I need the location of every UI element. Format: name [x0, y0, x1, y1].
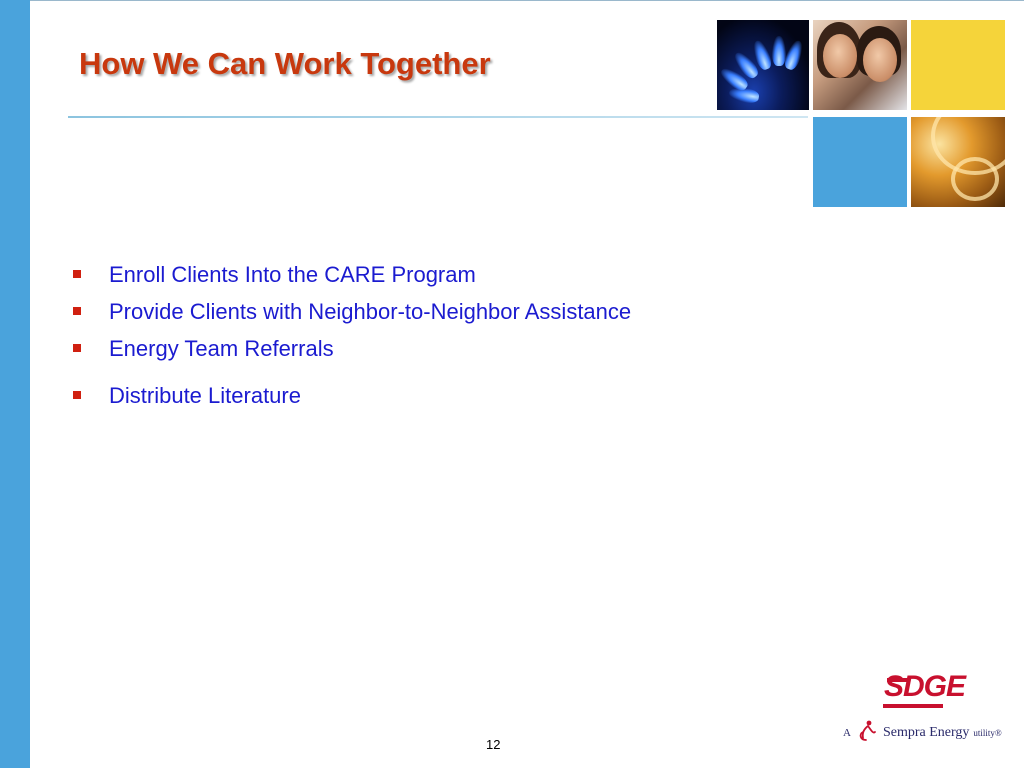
title-underline	[68, 116, 808, 118]
bullet-item	[70, 383, 830, 409]
sempra-company-name: Sempra Energy	[882, 725, 970, 740]
bullet-square-icon	[73, 391, 81, 399]
left-accent-bar	[0, 0, 30, 768]
gas-flame-photo	[717, 20, 809, 110]
bullet-text: Energy Team Referrals	[109, 336, 334, 361]
top-border-line	[30, 0, 1024, 1]
bullet-square-icon	[73, 270, 81, 278]
page-number: 12	[486, 737, 501, 752]
bullet-text: Enroll Clients Into the CARE Program	[109, 262, 476, 287]
sdge-wordmark: SDGE	[884, 670, 966, 703]
bullet-item	[70, 262, 830, 288]
yellow-square	[911, 20, 1005, 110]
bullet-square-icon	[73, 307, 81, 315]
sempra-prefix: A	[843, 727, 851, 739]
bullet-text: Distribute Literature	[109, 383, 301, 408]
sempra-tagline	[843, 720, 1002, 742]
sempra-figure-icon	[857, 720, 877, 742]
bullet-item	[70, 299, 830, 325]
bullet-text: Provide Clients with Neighbor-to-Neighbor Assistance	[109, 299, 632, 324]
slide-title: How We Can Work Together	[79, 46, 491, 81]
sempra-utility-label: utility®	[973, 728, 1002, 738]
mother-and-child-photo	[813, 20, 907, 110]
blue-square	[813, 117, 907, 207]
bullet-item	[70, 336, 830, 362]
coffee-cup-photo	[911, 117, 1005, 207]
bullet-list	[70, 262, 830, 409]
bullet-square-icon	[73, 344, 81, 352]
sdge-logo	[843, 668, 1003, 748]
